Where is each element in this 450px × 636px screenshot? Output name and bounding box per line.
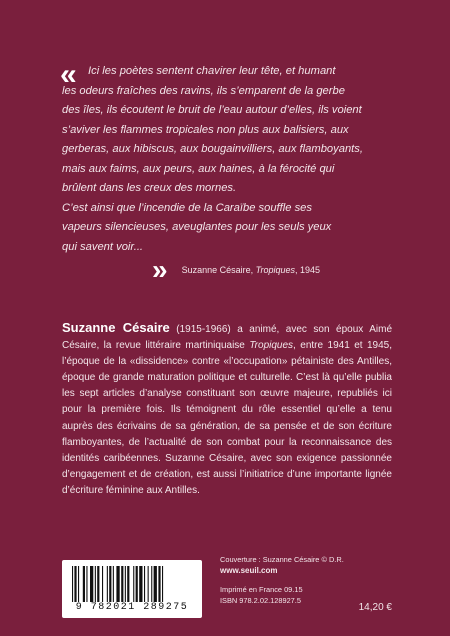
author-name: Suzanne Césaire (62, 320, 170, 335)
close-quote-mark: » (152, 254, 168, 285)
back-cover-footer (62, 554, 392, 614)
barcode (62, 560, 202, 618)
quote-attribution: Suzanne Césaire, Tropiques, 1945 (181, 265, 321, 275)
quote-line: gerberas, aux hibiscus, aux bougainvilliers, aux flamboyants, (62, 143, 363, 155)
quote-line: des îles, ils écoutent le bruit de l’eau autour d’elles, ils voient (62, 104, 362, 116)
quote-attribution-row (62, 254, 390, 285)
bio-journal-title: Tropiques (249, 340, 294, 352)
quote-line: les odeurs fraîches des ravins, ils s’emparent de la gerbe (62, 84, 345, 97)
quote-line: vapeurs silencieuses, aveuglantes pour les seuls yeux (62, 221, 332, 233)
cover-credit: Couverture : Suzanne Césaire © D.R. (220, 555, 344, 564)
publisher-website: www.seuil.com (220, 566, 278, 575)
quote-text (60, 58, 390, 257)
quote-line: s’aviver les flammes tropicales non plus aux balisiers, aux (62, 123, 349, 136)
quote-line: mais aux faims, aux peurs, aux haines, à la férocité qui (62, 162, 335, 175)
bio-text-1: (1915-1966) a animé, avec son époux Aimé Césaire, la revue littéraire martiniquaise (62, 324, 392, 352)
quote-line: brûlent dans les creux des mornes. (62, 182, 237, 194)
quote-line: C’est ainsi que l’incendie de la Caraïbe souffle ses (62, 201, 312, 214)
price: 14,20 € (358, 602, 392, 613)
isbn: ISBN 978.2.02.128927.5 (220, 596, 301, 605)
author-biography (62, 320, 392, 499)
open-quote-mark: « (60, 58, 77, 91)
quote-line: Ici les poètes sentent chavirer leur tête, et humant (88, 65, 336, 77)
print-info: Imprimé en France 09.15 (220, 585, 303, 594)
barcode-number: 9 782021 289275 (75, 602, 189, 613)
publisher-credits (220, 554, 344, 606)
quote-line: qui savent voir... (62, 240, 144, 253)
barcode-bars (72, 566, 192, 602)
bio-text-2: , entre 1941 et 1945, l’époque de la «dissidence» contre «l’occupation» pétainiste des Antilles, époque de grande maturation politique et culturelle. C’est là qu’elle publia les sept articles d’analyse constituant son œuvre majeure, republiés ici pour la première fois. Ils témoignent du rôle essentiel qu’elle a tenu auprès des écrivains de sa génération, de sa pensée et de son écriture flamboyantes, de l’actualité de son combat pour la reconnaissance des identités caribéennes. Suzanne Césaire, avec son exigence passionnée d’engagement et de création, est aussi l’initiatrice d’une importante lignée d’écriture féminine aux Antilles. (62, 340, 393, 496)
epigraph-quote (60, 58, 390, 285)
